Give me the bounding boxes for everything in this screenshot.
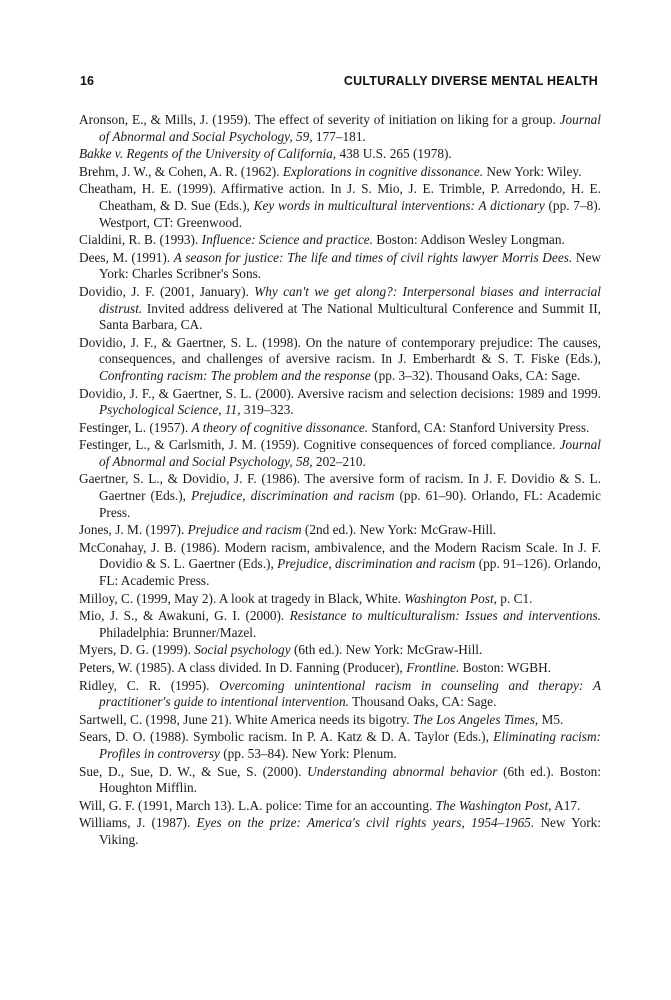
reference-entry bbox=[79, 815, 601, 848]
reference-title: Resistance to multiculturalism: Issues and interventions. bbox=[289, 608, 601, 624]
reference-entry bbox=[79, 764, 601, 797]
reference-text: 438 U.S. 265 (1978). bbox=[336, 146, 452, 162]
reference-text: Dovidio, J. F., & Gaertner, S. L. (1998). On the nature of contemporary prejudice: The causes, consequences, and challenges of aversive racism. In J. Emberhardt & S. T. Fiske (Eds.), bbox=[79, 334, 601, 367]
reference-title: Explorations in cognitive dissonance. bbox=[282, 163, 484, 179]
reference-text: Dees, M. (1991). bbox=[79, 249, 174, 265]
reference-list bbox=[79, 112, 601, 850]
reference-entry bbox=[79, 591, 601, 608]
reference-text: McConahay, J. B. (1986). Modern racism, ambivalence, and the Modern Racism Scale. In J. F. Dovidio & S. L. Gaertner (Eds.), bbox=[79, 539, 601, 572]
reference-text: Gaertner, S. L., & Dovidio, J. F. (1986). The aversive form of racism. In J. F. Dovidio & S. L. Gaertner (Eds.), bbox=[79, 471, 601, 504]
reference-text: Cialdini, R. B. (1993). bbox=[79, 232, 202, 248]
reference-text: Williams, J. (1987). bbox=[79, 815, 197, 831]
reference-title: A season for justice: The life and times of civil rights lawyer Morris Dees. bbox=[173, 249, 573, 265]
reference-text: A17. bbox=[551, 797, 581, 813]
reference-title: Confronting racism: The problem and the response bbox=[99, 367, 371, 383]
running-title: CULTURALLY DIVERSE MENTAL HEALTH bbox=[343, 74, 598, 88]
reference-entry bbox=[79, 232, 601, 249]
reference-text: Mio, J. S., & Awakuni, G. I. (2000). bbox=[79, 608, 290, 624]
reference-text: Cheatham, H. E. (1999). Affirmative action. In J. S. Mio, J. E. Trimble, P. Arredondo, H. E. Cheatham, & D. Sue (Eds.), bbox=[79, 181, 601, 213]
reference-entry bbox=[79, 386, 601, 419]
reference-entry bbox=[79, 146, 601, 163]
reference-entry bbox=[79, 729, 601, 762]
reference-title: Why can't we get along?: Interpersonal biases and interracial distrust. bbox=[99, 283, 601, 316]
reference-text: (pp. 7–8). Westport, CT: Greenwood. bbox=[99, 197, 601, 230]
reference-text: p. C1. bbox=[496, 590, 533, 606]
reference-text: (pp. 61–90). Orlando, FL: Academic Press. bbox=[99, 488, 602, 520]
reference-text: New York: Viking. bbox=[99, 815, 601, 847]
reference-text: Aronson, E., & Mills, J. (1959). The effect of severity of initiation on liking for a group. bbox=[79, 112, 560, 127]
reference-text: (6th ed.). Boston: Houghton Mifflin. bbox=[99, 763, 601, 796]
reference-text: Ridley, C. R. (1995). bbox=[79, 677, 220, 693]
reference-text: Peters, W. (1985). A class divided. In D. Fanning (Producer), bbox=[79, 660, 407, 675]
reference-title: Social psychology bbox=[194, 642, 291, 658]
reference-text: Sue, D., Sue, D. W., & Sue, S. (2000). bbox=[79, 763, 308, 779]
reference-text: (pp. 3–32). Thousand Oaks, CA: Sage. bbox=[370, 367, 581, 383]
reference-title: Influence: Science and practice. bbox=[201, 232, 373, 248]
reference-entry bbox=[79, 112, 601, 145]
reference-title: Bakke v. Regents of the University of California, bbox=[79, 146, 337, 162]
reference-entry bbox=[79, 420, 601, 437]
reference-text: Dovidio, J. F., & Gaertner, S. L. (2000). Aversive racism and selection decisions: 1989 and 1999. bbox=[79, 385, 601, 401]
reference-title: Washington Post, bbox=[404, 590, 497, 606]
reference-text: Philadelphia: Brunner/Mazel. bbox=[99, 624, 257, 640]
reference-title: Eliminating racism: Profiles in controversy bbox=[99, 729, 601, 761]
reference-text: Invited address delivered at The National Multicultural Conference and Summit II, Santa Barbara, CA. bbox=[99, 300, 601, 333]
reference-text: Boston: WGBH. bbox=[459, 660, 552, 675]
reference-text: Festinger, L., & Carlsmith, J. M. (1959). Cognitive consequences of forced compliance. bbox=[79, 437, 560, 453]
reference-title: The Los Angeles Times, bbox=[412, 711, 539, 727]
reference-entry bbox=[79, 250, 601, 283]
reference-text: (6th ed.). New York: McGraw-Hill. bbox=[290, 642, 483, 658]
reference-text: (pp. 53–84). New York: Plenum. bbox=[219, 745, 397, 761]
reference-text: Jones, J. M. (1997). bbox=[79, 522, 188, 538]
reference-entry bbox=[79, 678, 601, 711]
reference-text: Brehm, J. W., & Cohen, A. R. (1962). bbox=[79, 163, 283, 179]
reference-title: Frontline. bbox=[406, 660, 460, 675]
reference-title: Prejudice and racism bbox=[187, 522, 302, 538]
reference-entry bbox=[79, 798, 601, 815]
reference-entry bbox=[79, 284, 601, 334]
reference-title: Overcoming unintentional racism in counseling and therapy: A practitioner's guide to intentional intervention. bbox=[99, 677, 602, 710]
page-number: 16 bbox=[80, 74, 94, 88]
reference-text: Sartwell, C. (1998, June 21). White America needs its bigotry. bbox=[79, 711, 413, 727]
reference-entry bbox=[79, 181, 601, 231]
reference-text: Thousand Oaks, CA: Sage. bbox=[348, 694, 497, 710]
reference-text: Will, G. F. (1991, March 13). L.A. police: Time for an accounting. bbox=[79, 797, 436, 813]
reference-entry bbox=[79, 471, 601, 521]
page-header bbox=[80, 74, 598, 90]
reference-entry bbox=[79, 164, 601, 181]
reference-title: A theory of cognitive dissonance. bbox=[191, 419, 369, 435]
reference-text: Myers, D. G. (1999). bbox=[79, 642, 195, 658]
reference-title: Prejudice, discrimination and racism bbox=[191, 488, 395, 504]
reference-text: New York: Wiley. bbox=[483, 163, 582, 179]
reference-entry bbox=[79, 608, 601, 641]
reference-text: New York: Charles Scribner's Sons. bbox=[99, 249, 601, 282]
reference-entry bbox=[79, 642, 601, 659]
reference-text: Stanford, CA: Stanford University Press. bbox=[368, 419, 590, 435]
reference-text: M5. bbox=[538, 711, 564, 727]
reference-text: 319–323. bbox=[240, 402, 294, 418]
reference-entry bbox=[79, 335, 601, 385]
reference-text: 202–210. bbox=[312, 453, 366, 469]
reference-entry bbox=[79, 660, 601, 677]
reference-text: 177–181. bbox=[312, 128, 366, 144]
reference-entry bbox=[79, 712, 601, 729]
reference-title: Eyes on the prize: America's civil rights years, 1954–1965. bbox=[196, 815, 535, 831]
reference-entry bbox=[79, 522, 601, 539]
reference-text: Milloy, C. (1999, May 2). A look at tragedy in Black, White. bbox=[79, 590, 405, 606]
reference-text: (2nd ed.). New York: McGraw-Hill. bbox=[301, 522, 497, 538]
reference-text: Sears, D. O. (1988). Symbolic racism. In P. A. Katz & D. A. Taylor (Eds.), bbox=[79, 729, 494, 745]
reference-entry bbox=[79, 437, 601, 470]
reference-title: Psychological Science, 11, bbox=[99, 402, 241, 418]
reference-text: (pp. 91–126). Orlando, FL: Academic Press. bbox=[99, 556, 602, 589]
reference-title: Key words in multicultural interventions: A dictionary bbox=[253, 197, 545, 213]
reference-title: Prejudice, discrimination and racism bbox=[277, 556, 476, 572]
reference-text: Boston: Addison Wesley Longman. bbox=[372, 232, 565, 248]
reference-title: Journal of Abnormal and Social Psychology, 58, bbox=[99, 437, 601, 469]
reference-title: Journal of Abnormal and Social Psychology, 59, bbox=[99, 112, 601, 144]
reference-entry bbox=[79, 540, 601, 590]
reference-text: Festinger, L. (1957). bbox=[79, 419, 192, 435]
reference-title: Understanding abnormal behavior bbox=[307, 763, 498, 779]
reference-title: The Washington Post, bbox=[435, 797, 552, 813]
reference-text: Dovidio, J. F. (2001, January). bbox=[79, 283, 255, 299]
